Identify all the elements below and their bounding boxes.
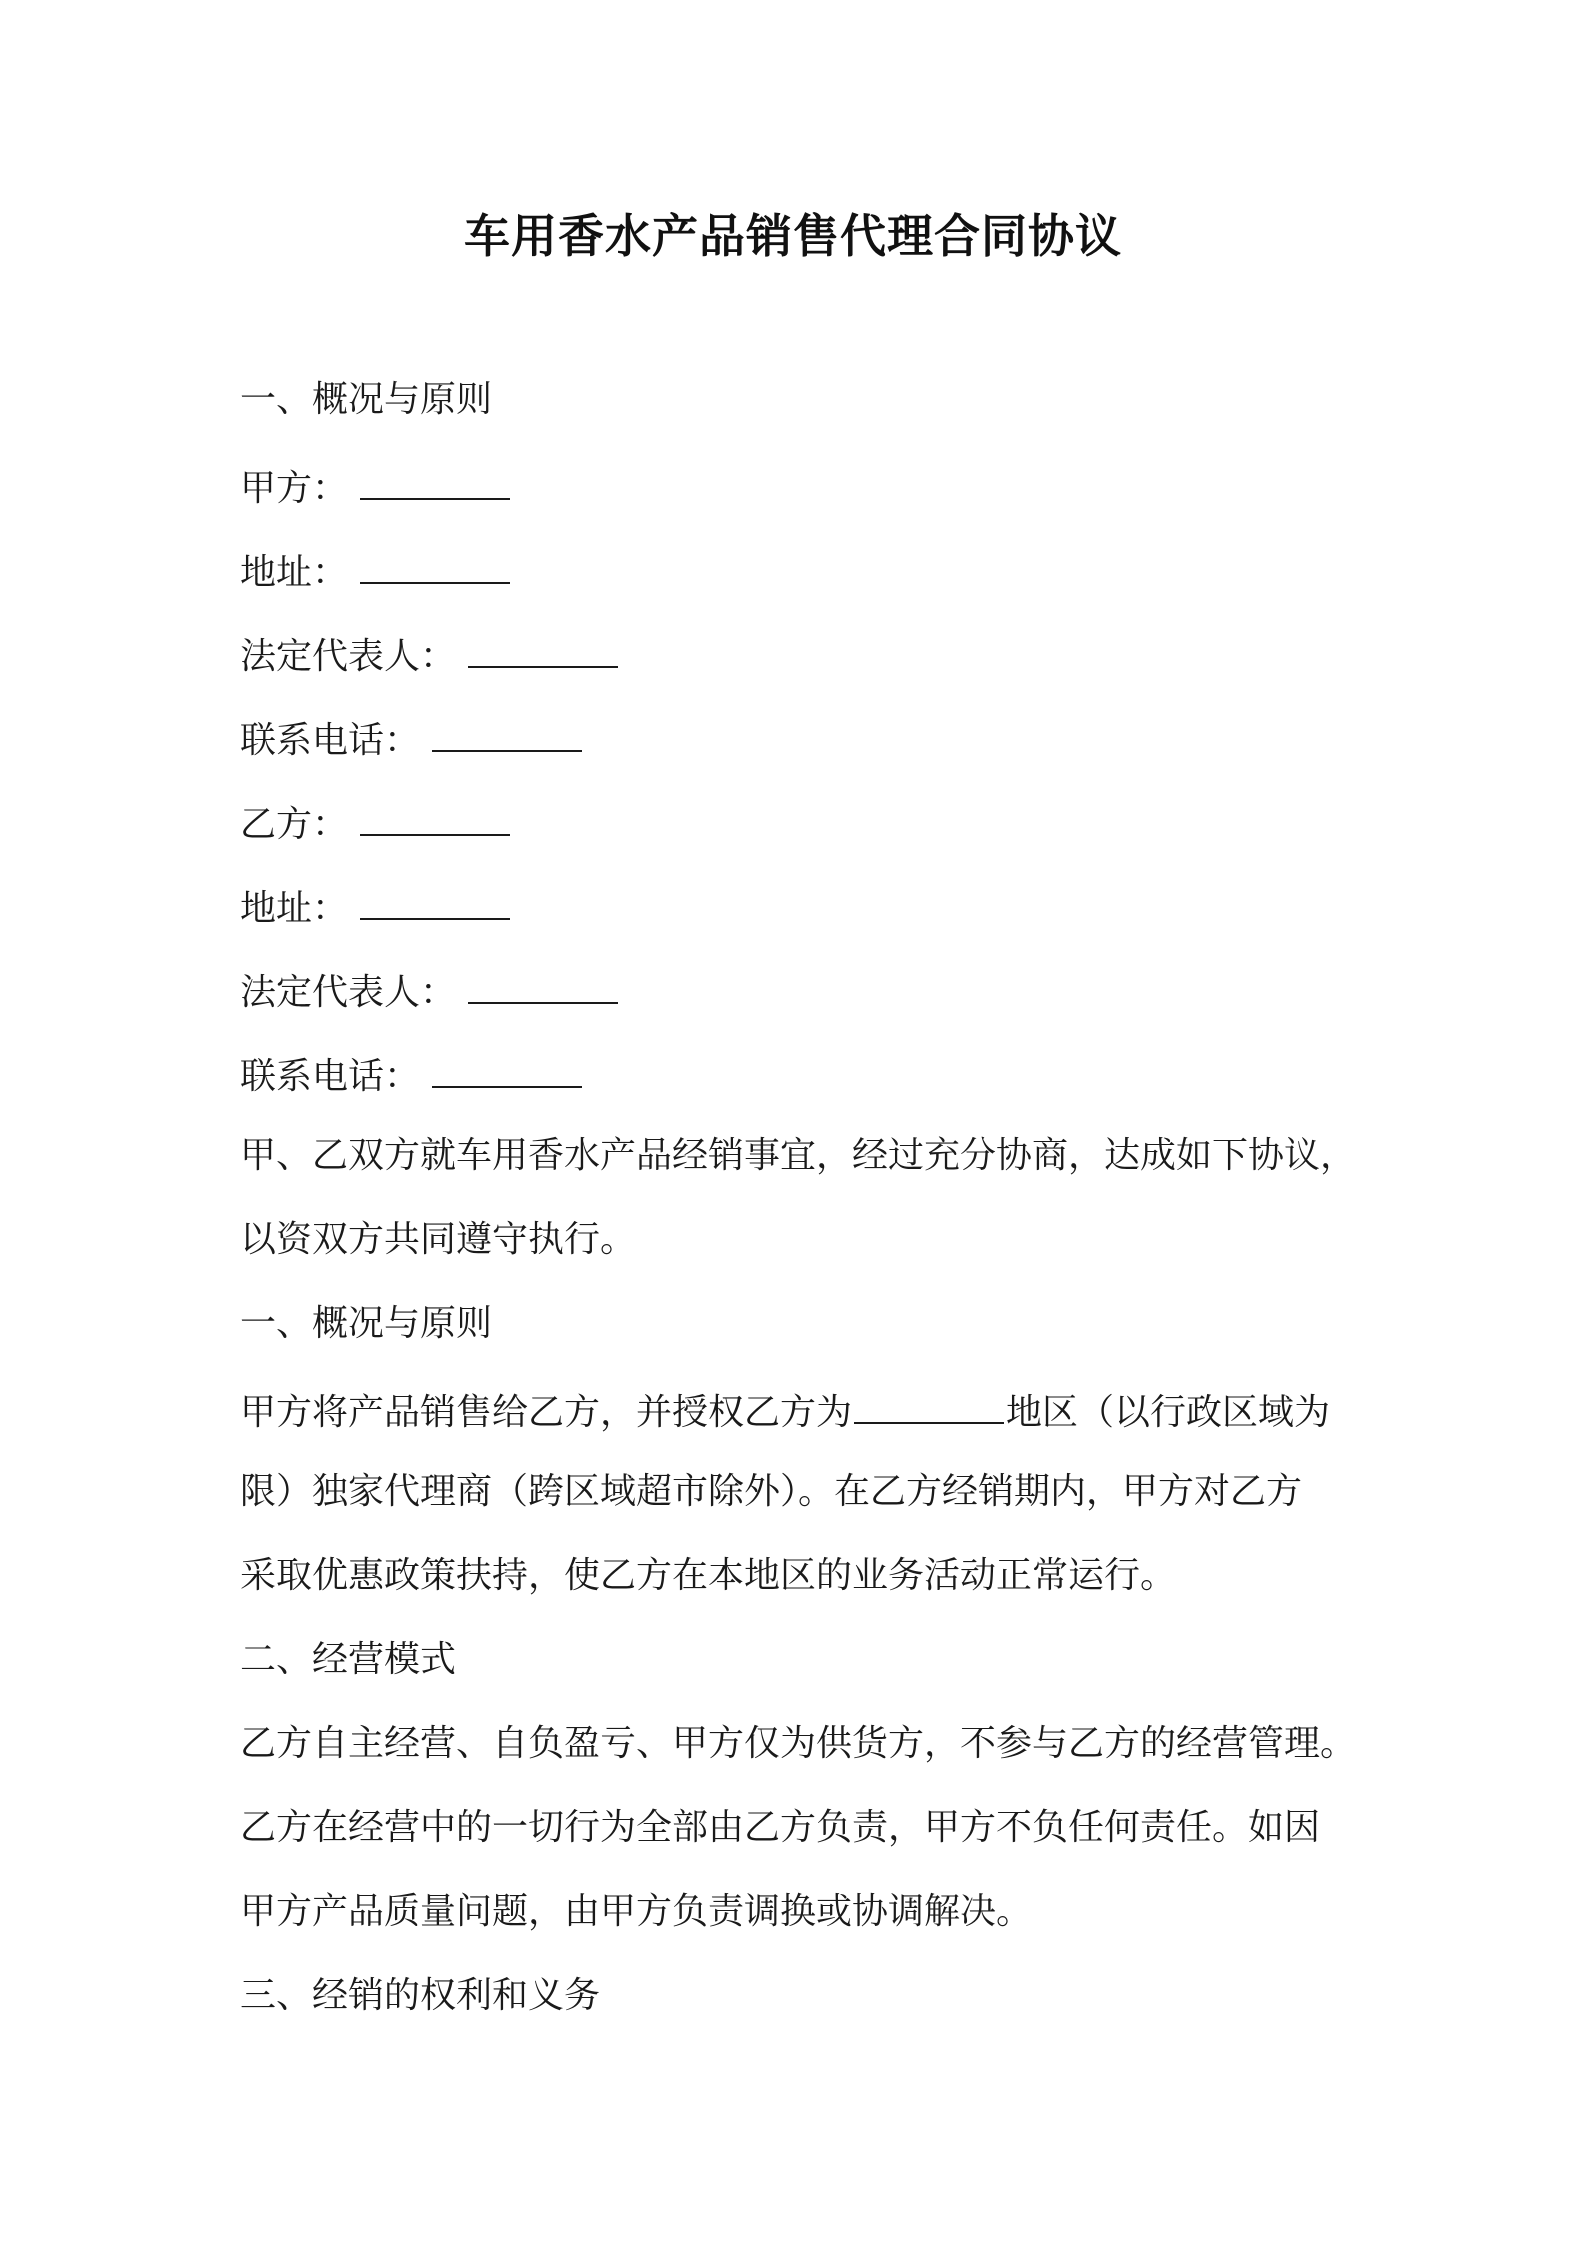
party-b-address-label: 地址： bbox=[240, 888, 349, 929]
party-b-rep-label: 法定代表人： bbox=[240, 972, 457, 1013]
section2-paragraph-line-1: 乙方自主经营、自负盈亏、甲方仅为供货方，不参与乙方的经营管理。 bbox=[240, 1723, 1357, 1764]
document-title: 车用香水产品销售代理合同协议 bbox=[464, 209, 1122, 263]
section1-paragraph-line-2: 限）独家代理商（跨区域超市除外）。在乙方经销期内，甲方对乙方 bbox=[240, 1471, 1303, 1512]
party-b-phone-label: 联系电话： bbox=[240, 1056, 421, 1097]
party-a-field bbox=[240, 460, 510, 513]
region-blank[interactable] bbox=[854, 1384, 1004, 1424]
party-a-address-label: 地址： bbox=[240, 552, 349, 593]
section-heading-overview: 一、概况与原则 bbox=[240, 379, 493, 420]
section-heading-business-model: 二、经营模式 bbox=[240, 1639, 457, 1680]
party-b-phone-field bbox=[240, 1048, 582, 1101]
party-b-label: 乙方： bbox=[240, 804, 349, 845]
party-b-rep-blank[interactable] bbox=[468, 964, 618, 1004]
party-a-phone-field bbox=[240, 712, 582, 765]
party-a-rep-field bbox=[240, 628, 618, 681]
section1-paragraph-line-3: 采取优惠政策扶持，使乙方在本地区的业务活动正常运行。 bbox=[240, 1555, 1177, 1596]
party-b-address-field bbox=[240, 880, 510, 933]
party-a-phone-label: 联系电话： bbox=[240, 720, 421, 761]
party-b-address-blank[interactable] bbox=[360, 880, 510, 920]
section2-paragraph-line-3: 甲方产品质量问题，由甲方负责调换或协调解决。 bbox=[240, 1891, 1033, 1932]
party-b-field bbox=[240, 796, 510, 849]
party-a-rep-label: 法定代表人： bbox=[240, 636, 457, 677]
section2-paragraph-line-2: 乙方在经营中的一切行为全部由乙方负责，甲方不负任何责任。如因 bbox=[240, 1807, 1321, 1848]
party-b-phone-blank[interactable] bbox=[432, 1048, 582, 1088]
intro-paragraph-line-2: 以资双方共同遵守执行。 bbox=[240, 1219, 637, 1260]
section1-paragraph-line-1 bbox=[240, 1384, 1330, 1437]
section-heading-rights-obligations: 三、经销的权利和义务 bbox=[240, 1975, 601, 2016]
intro-paragraph-line-1: 甲、乙双方就车用香水产品经销事宜，经过充分协商，达成如下协议， bbox=[240, 1135, 1357, 1176]
party-b-blank[interactable] bbox=[360, 796, 510, 836]
party-a-phone-blank[interactable] bbox=[432, 712, 582, 752]
section1-line-1-part-a: 甲方将产品销售给乙方，并授权乙方为 bbox=[240, 1392, 853, 1433]
party-a-blank[interactable] bbox=[360, 460, 510, 500]
party-a-address-blank[interactable] bbox=[360, 544, 510, 584]
party-a-address-field bbox=[240, 544, 510, 597]
party-a-rep-blank[interactable] bbox=[468, 628, 618, 668]
party-b-rep-field bbox=[240, 964, 618, 1017]
section-heading-overview-repeat: 一、概况与原则 bbox=[240, 1303, 493, 1344]
party-a-label: 甲方： bbox=[240, 468, 349, 509]
section1-line-1-part-b: 地区（以行政区域为 bbox=[1006, 1392, 1331, 1433]
